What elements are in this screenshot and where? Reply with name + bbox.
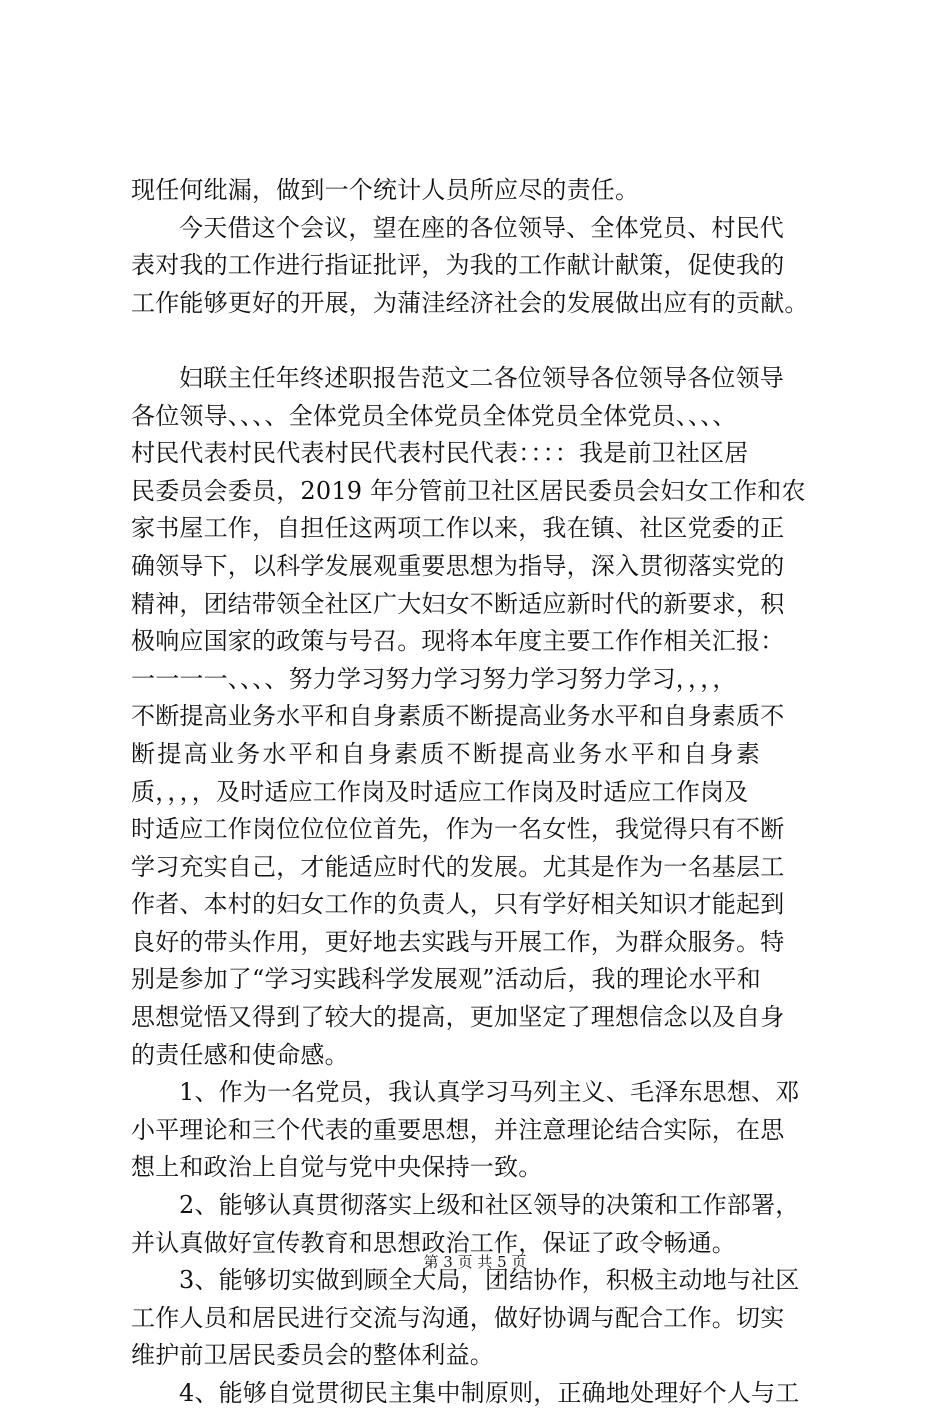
text-line: 良好的带头作用，更好地去实践与开展工作，为群众服务。特 [131,927,785,956]
paragraph-start-line: 今天借这个会议，望在座的各位领导、全体党员、村民代 [179,213,784,242]
list-item-4-line: 4、能够自觉贯彻民主集中制原则，正确地处理好个人与工 [179,1379,800,1407]
text-line: 思想觉悟又得到了较大的提高，更加坚定了理想信念以及自身 [131,1003,785,1032]
text-line: 表对我的工作进行指证批评，为我的工作献计献策，促使我的 [131,251,785,280]
page-number-footer: 第 3 页 共 5 页 [423,1253,527,1271]
text-line: 工作能够更好的开展，为蒲洼经济社会的发展做出应有的贡献。 [131,288,809,317]
text-line: 别是参加了“学习实践科学发展观”活动后，我的理论水平和 [131,965,761,994]
text-line: 村民代表村民代表村民代表村民代表：：：：我是前卫社区居 [131,439,749,468]
text-line: 极响应国家的政策与号召。现将本年度主要工作作相关汇报： [131,627,785,656]
text-line: 确领导下，以科学发展观重要思想为指导，深入贯彻落实党的 [131,551,785,580]
text-line: 质，，，，及时适应工作岗及时适应工作岗及时适应工作岗及 [131,777,749,806]
text-line: 维护前卫居民委员会的整体利益。 [131,1341,494,1370]
text-line: 学习充实自己，才能适应时代的发展。尤其是作为一名基层工 [131,852,785,881]
text-line: 断提高业务水平和自身素质不断提高业务水平和自身素 [131,739,763,768]
list-item-1-line: 1、作为一名党员，我认真学习马列主义、毛泽东思想、邓 [179,1078,800,1107]
text-line: 精神，团结带领全社区广大妇女不断适应新时代的新要求，积 [131,589,785,618]
text-line: 小平理论和三个代表的重要思想，并注意理论结合实际，在思 [131,1115,785,1144]
body-text [131,172,831,1413]
text-line: 家书屋工作，自担任这两项工作以来，我在镇、社区党委的正 [131,514,785,543]
paragraph-spacer [131,322,831,360]
list-item-2-line: 2、能够认真贯彻落实上级和社区领导的决策和工作部署， [179,1191,800,1220]
list-item-3-line: 3、能够切实做到顾全大局，团结协作，积极主动地与社区 [179,1266,800,1295]
text-line: 各位领导、、、、全体党员全体党员全体党员全体党员、、、、 [131,401,737,430]
text-line: 作者、本村的妇女工作的负责人，只有学好相关知识才能起到 [131,890,785,919]
text-line: 时适应工作岗位位位位首先，作为一名女性，我觉得只有不断 [131,815,785,844]
text-line: 工作人员和居民进行交流与沟通，做好协调与配合工作。切实 [131,1303,785,1332]
text-line: 一一一一、、、、努力学习努力学习努力学习努力学习，，，， [131,664,737,693]
text-line: 不断提高业务水平和自身素质不断提高业务水平和自身素质不 [131,702,785,731]
section-title-line: 妇联主任年终述职报告范文二各位领导各位领导各位领导 [179,363,784,392]
text-line: 民委员会委员，2019 年分管前卫社区居民委员会妇女工作和农 [131,476,806,505]
text-line: 想上和政治上自觉与党中央保持一致。 [131,1153,543,1182]
text-line: 并认真做好宣传教育和思想政治工作，保证了政令畅通。 [131,1228,736,1257]
text-line: 现任何纰漏，做到一个统计人员所应尽的责任。 [131,176,640,204]
text-line: 的责任感和使命感。 [131,1040,349,1069]
